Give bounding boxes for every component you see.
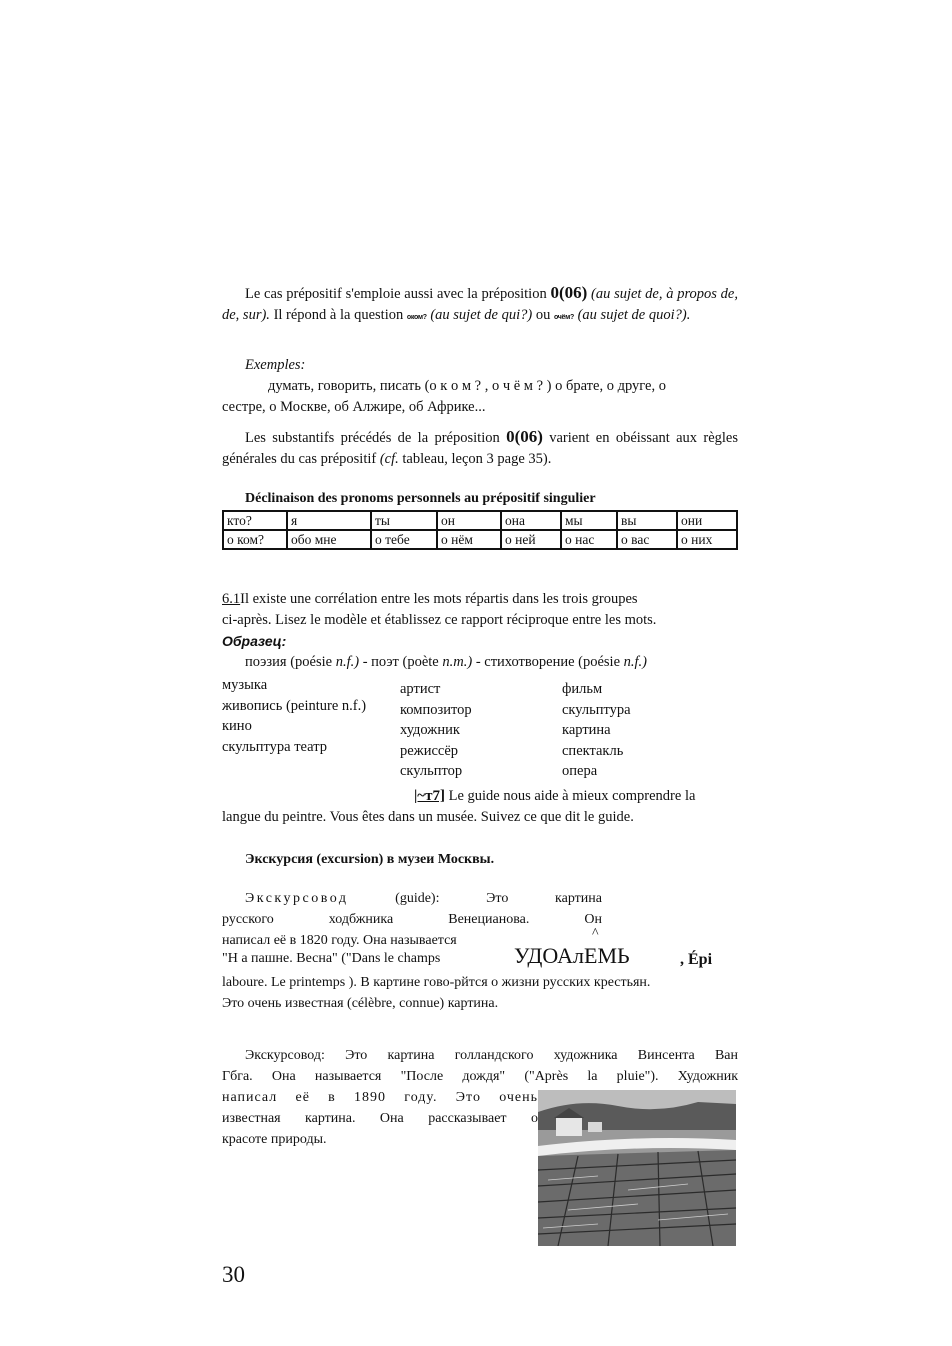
word: фильм bbox=[562, 681, 603, 697]
text: n.f.) bbox=[335, 654, 360, 670]
exercise-text: Il existe une corrélation entre les mots répartis dans les trois groupes bbox=[240, 591, 638, 607]
table-cell: о ком? bbox=[223, 530, 287, 549]
word: опера bbox=[562, 763, 598, 779]
text: известная картина. Она рассказывает о bbox=[222, 1111, 538, 1126]
word: артист bbox=[400, 681, 441, 697]
text: Венецианова. bbox=[448, 912, 530, 927]
text: tableau, leçon 3 page 35). bbox=[398, 451, 552, 467]
text: laboure. Le printemps ). В картине гово-рйтся о жизни русских крестьян. bbox=[222, 975, 651, 990]
word: скульптор bbox=[400, 763, 463, 779]
examples-line: думать, говорить, писать (о к о м ? , о ч ё м ? ) о брате, о друге, о bbox=[268, 378, 666, 394]
table-cell: обо мне bbox=[287, 530, 371, 549]
word: живопись (peinture n.f.) bbox=[222, 697, 367, 714]
text: "Н а пашне. Весна" ("Dans le champs bbox=[222, 951, 441, 966]
text: (au sujet de quoi?). bbox=[573, 307, 691, 323]
text: , Épi bbox=[680, 951, 713, 968]
text: Это очень известная (célèbre, connue) картина. bbox=[222, 996, 499, 1011]
text: n.m.) bbox=[442, 654, 473, 670]
word: художник bbox=[400, 722, 460, 738]
preposition: 0(06) bbox=[506, 427, 543, 446]
word-column-3 bbox=[562, 679, 631, 782]
word: музыка bbox=[222, 677, 268, 693]
text: Он bbox=[584, 912, 602, 927]
excursion-title: Экскурсия (excursion) в музеи Москвы. bbox=[245, 852, 495, 867]
exercise-6-1 bbox=[222, 589, 738, 673]
table-cell: о нас bbox=[561, 530, 617, 549]
question-word: очём? bbox=[553, 314, 574, 321]
examples-label: Exemples: bbox=[245, 357, 306, 373]
text: Il répond à la question bbox=[269, 307, 407, 323]
table-row bbox=[223, 530, 737, 549]
word: режиссёр bbox=[400, 742, 459, 759]
exercise-text: Le guide nous aide à mieux comprendre la bbox=[444, 788, 696, 804]
text: Гбга. Она называется "После дождя" ("Après la pluie"). Художник bbox=[222, 1069, 738, 1084]
table-cell: о вас bbox=[617, 530, 677, 549]
text: (au sujet de, à propos de, de, sur). bbox=[222, 286, 738, 323]
exercise-text: langue du peintre. Vous êtes dans un musée. Suivez ce que dit le guide. bbox=[222, 809, 634, 825]
table-cell: о ней bbox=[501, 530, 561, 549]
speaker: Экскурсовод bbox=[245, 891, 349, 906]
guide-speech-1-cont bbox=[222, 943, 738, 1014]
text: Экскурсовод: Это картина голландского художника Винсента Ван bbox=[245, 1048, 738, 1063]
guide-speech-1 bbox=[222, 888, 602, 951]
exercise-number: 6.1 bbox=[222, 591, 241, 607]
page-number: 30 bbox=[222, 1262, 245, 1287]
table-cell: мы bbox=[561, 511, 617, 530]
garbled-text: УДОАлЕМЬ bbox=[514, 943, 630, 968]
text: ходбжника bbox=[328, 912, 394, 927]
word: скульптура театр bbox=[222, 738, 327, 755]
examples-block bbox=[222, 355, 738, 418]
exercise-number: |~т7] bbox=[414, 788, 445, 804]
table-cell: о нём bbox=[437, 530, 501, 549]
table-cell: вы bbox=[617, 511, 677, 530]
rule-paragraph bbox=[222, 426, 738, 470]
text: n.f.) bbox=[623, 654, 648, 670]
table-cell: о них bbox=[677, 530, 737, 549]
text: - поэт (poète bbox=[359, 654, 443, 670]
text: Это bbox=[486, 891, 509, 906]
text: (cf. bbox=[379, 451, 399, 467]
table-cell: они bbox=[677, 511, 737, 530]
exercise-text: ci-après. Lisez le modèle et établissez ce rapport réciproque entre les mots. bbox=[222, 612, 657, 628]
word: кино bbox=[222, 718, 252, 734]
text: Le cas prépositif s'emploie aussi avec la préposition bbox=[245, 286, 551, 302]
word-column-1 bbox=[222, 675, 366, 757]
table-row bbox=[223, 511, 737, 530]
table-title: Déclinaison des pronoms personnels au prépositif singulier bbox=[245, 491, 596, 506]
painting-image bbox=[538, 1090, 736, 1246]
table-cell: о тебе bbox=[371, 530, 437, 549]
preposition: 0(06) bbox=[550, 283, 588, 302]
text: поэзия (poésie bbox=[245, 654, 336, 670]
table-cell: она bbox=[501, 511, 561, 530]
guide-speech-2-cont bbox=[222, 1087, 538, 1150]
question-word: оком? bbox=[406, 314, 427, 321]
text: русского bbox=[222, 912, 274, 927]
word: картина bbox=[562, 722, 611, 738]
model-line bbox=[222, 652, 738, 673]
text: varient en obéissant aux règles générales du cas prépositif bbox=[222, 430, 739, 467]
table-cell: кто? bbox=[223, 511, 287, 530]
table-cell: я bbox=[287, 511, 371, 530]
text: (guide): bbox=[395, 891, 440, 906]
text: ou bbox=[532, 307, 554, 323]
text: красоте природы. bbox=[222, 1132, 327, 1147]
text: (au sujet de qui?) bbox=[426, 307, 533, 323]
intro-paragraph bbox=[222, 282, 738, 328]
word: спектакль bbox=[562, 742, 624, 759]
examples-line: сестре, о Москве, об Алжире, об Африке... bbox=[222, 399, 486, 415]
word: композитор bbox=[400, 701, 472, 718]
text: написал её в 1890 году. Это очень bbox=[222, 1090, 538, 1105]
table-cell: он bbox=[437, 511, 501, 530]
text: написал её в 1820 году. Она называется bbox=[222, 933, 457, 948]
model-label: Образец: bbox=[222, 633, 287, 649]
word-column-2 bbox=[400, 679, 472, 782]
word: скульптура bbox=[562, 701, 631, 718]
declension-table bbox=[222, 510, 738, 550]
text: - стихотворение (poésie bbox=[472, 654, 624, 670]
text: Les substantifs précédés de la préposition bbox=[245, 430, 507, 446]
table-cell: ты bbox=[371, 511, 437, 530]
text: картина bbox=[555, 891, 602, 906]
exercise-7 bbox=[222, 786, 738, 828]
caret-mark: ^ bbox=[592, 926, 599, 941]
guide-speech-2 bbox=[222, 1045, 738, 1087]
